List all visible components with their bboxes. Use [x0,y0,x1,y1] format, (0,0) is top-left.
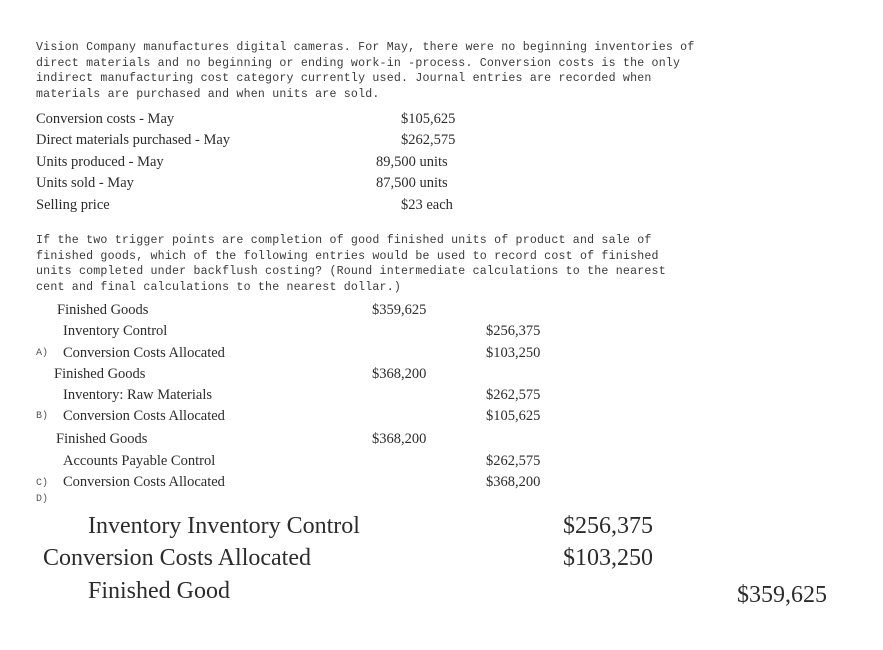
data-value: $262,575 [401,132,456,148]
debit-account: Finished Goods [56,431,148,447]
entry-account: Inventory Inventory Control [88,513,360,539]
credit-account: Conversion Costs Allocated [63,408,225,424]
data-label: Units produced - May [36,154,164,170]
debit-account: Finished Goods [54,366,146,382]
debit-amount: $359,625 [372,302,427,318]
data-value: $23 each [401,197,453,213]
intro-paragraph [36,40,854,102]
credit-account: Conversion Costs Allocated [63,474,225,490]
option-label: D) [36,494,49,505]
option-label: B) [36,411,49,422]
intro-line: direct materials and no beginning or ending work-in -process. Conversion costs is the only [36,56,681,70]
data-value: 89,500 units [376,154,448,170]
credit-amount: $103,250 [486,345,541,361]
question-line: finished goods, which of the following entries would be used to record cost of finished [36,249,659,263]
question-line: cent and final calculations to the nearest dollar.) [36,280,402,294]
debit-amount: $368,200 [372,431,427,447]
intro-line: Vision Company manufactures digital cameras. For May, there were no beginning inventories of [36,41,695,54]
data-label: Direct materials purchased - May [36,132,231,148]
option-label: A) [36,348,49,359]
entry-account: Conversion Costs Allocated [43,545,311,571]
credit-amount: $256,375 [486,323,541,339]
data-value: $105,625 [401,111,456,127]
entry-account: Finished Good [88,578,231,604]
question-paragraph [36,233,854,295]
debit-amount: $368,200 [372,366,427,382]
intro-line: materials are purchased and when units are sold. [36,87,380,101]
entry-amount: $359,625 [737,582,827,608]
intro-line: indirect manufacturing cost category currently used. Journal entries are recorded when [36,72,652,85]
option-label: C) [36,478,49,489]
credit-amount: $262,575 [486,387,541,403]
data-label: Conversion costs - May [36,111,175,127]
credit-account: Inventory Control [63,323,168,339]
entry-amount: $256,375 [563,513,653,539]
credit-amount: $105,625 [486,408,541,424]
data-value: 87,500 units [376,175,448,191]
debit-account: Finished Goods [57,302,149,318]
question-line: If the two trigger points are completion of good finished units of product and sale of [36,234,652,247]
credit-account: Inventory: Raw Materials [63,387,212,403]
credit-account: Accounts Payable Control [63,453,216,469]
credit-account: Conversion Costs Allocated [63,345,225,361]
question-line: units completed under backflush costing? (Round intermediate calculations to the nearest [36,265,666,278]
credit-amount: $262,575 [486,453,541,469]
data-label: Units sold - May [36,175,134,191]
credit-amount: $368,200 [486,474,541,490]
entry-amount: $103,250 [563,545,653,571]
data-label: Selling price [36,197,110,213]
